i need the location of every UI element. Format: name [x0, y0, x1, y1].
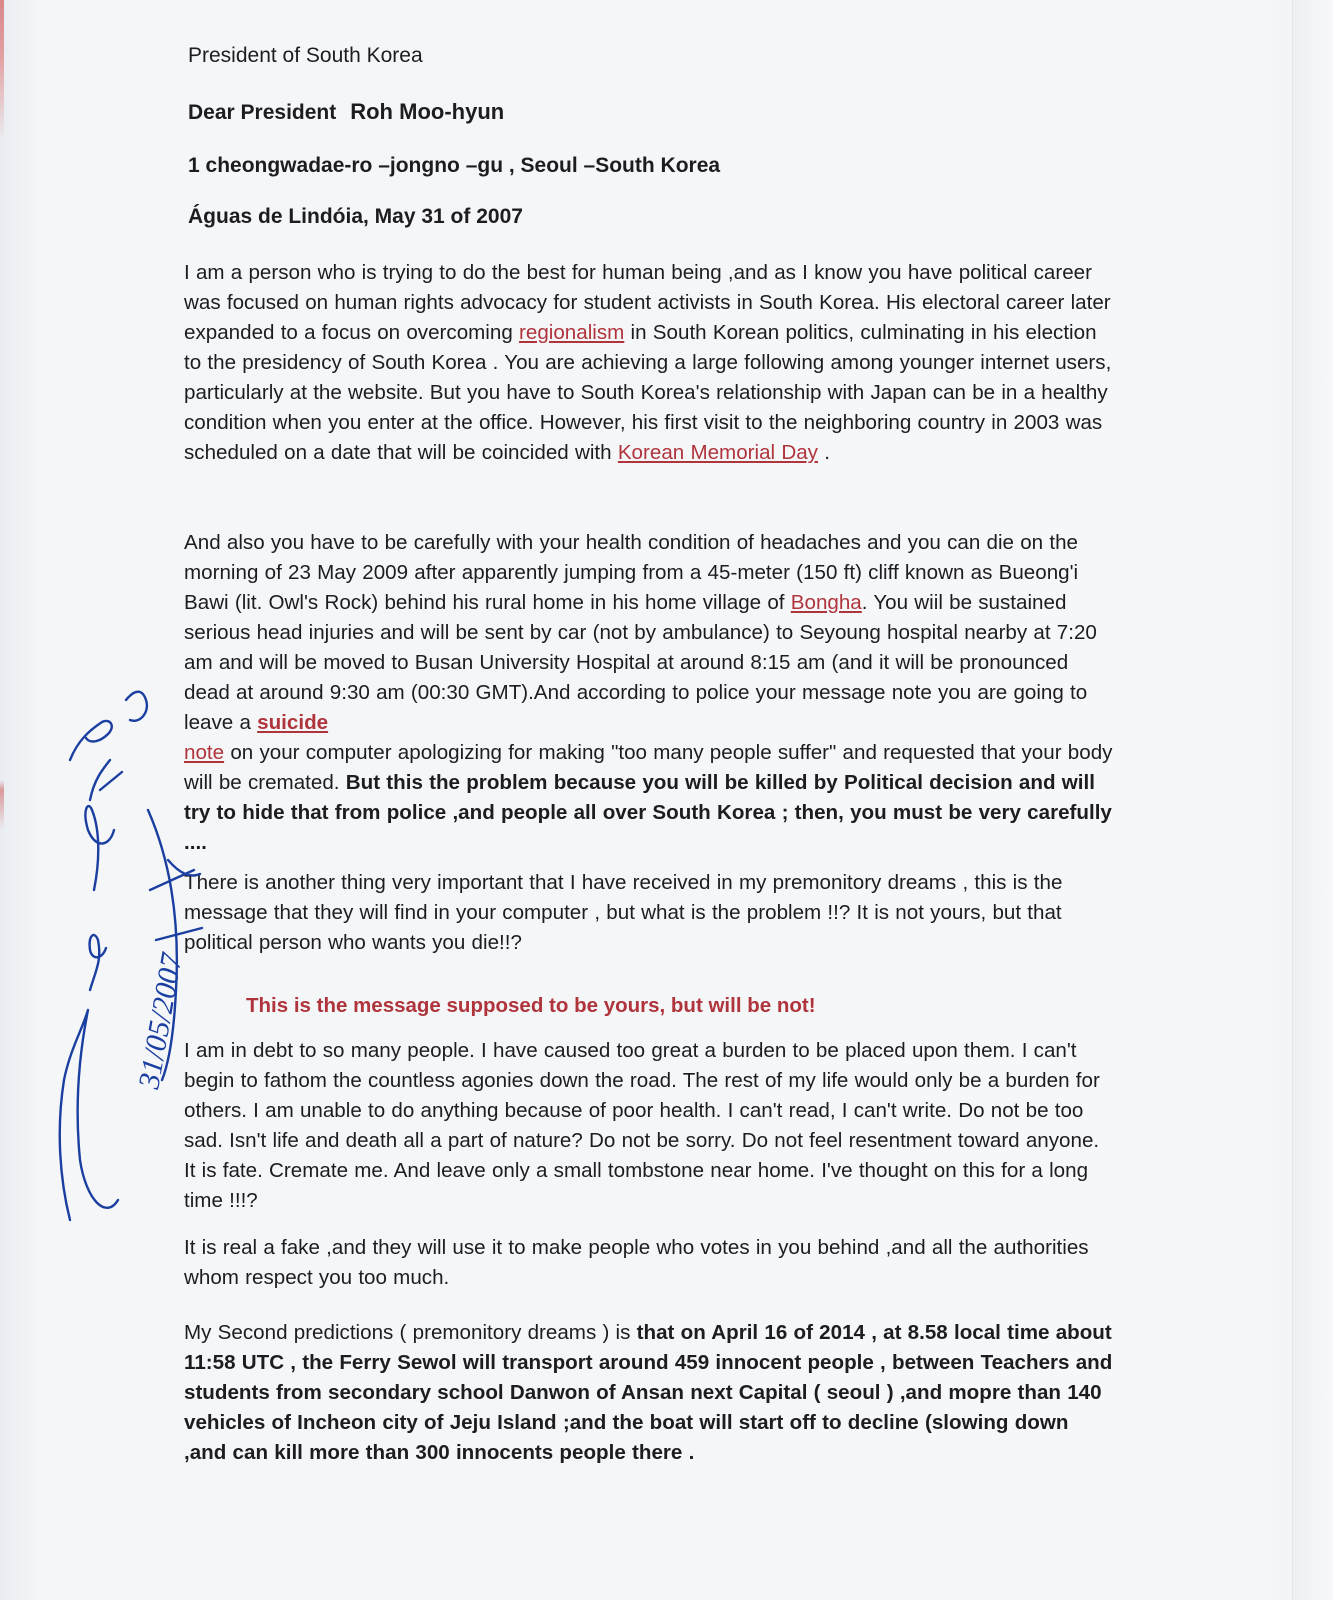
red-heading: This is the message supposed to be yours, but will be not!	[246, 994, 816, 1017]
signature-stroke	[126, 692, 147, 721]
place-date-line: Águas de Lindóia, May 31 of 2007	[188, 205, 523, 228]
recipient-line: President of South Korea	[188, 44, 423, 67]
link-bongha[interactable]: Bongha	[790, 591, 862, 614]
paragraph-6-text-a: My Second predictions ( premonitory dreams ) is	[184, 1321, 637, 1344]
signature-stroke	[70, 721, 112, 760]
link-suicide[interactable]: suicide	[257, 711, 329, 734]
signature-stroke	[90, 760, 122, 800]
signature-stroke	[168, 860, 200, 875]
paragraph-3: There is another thing very important that I have received in my premonitory dreams , this is the message that they will find in your computer , but what is the problem !!? It is not yours, but that political person who wants you die!!?	[184, 871, 1063, 954]
signature-stroke	[60, 1010, 118, 1220]
handwritten-signature-and-date	[30, 660, 220, 1260]
paragraph-6	[184, 1318, 1114, 1468]
link-note[interactable]: note	[184, 741, 225, 764]
paragraph-1-text-a: I am a person who is trying to do the best for human being ,and as I know you have political career was focused on human rights advocacy for student activists in South Korea. His electoral career later expanded to a focus on overcoming	[184, 261, 1111, 344]
address-line: 1 cheongwadae-ro –jongno –gu , Seoul –South Korea	[188, 154, 721, 177]
link-regionalism[interactable]: regionalism	[519, 321, 625, 344]
handwritten-date: 31/05/2007	[132, 950, 189, 1092]
paragraph-2-bold-warning: But this the problem because you will be killed by Political decision and will try to hide that from police ,and people all over South Korea ; then, you must be very carefully ....	[184, 771, 1112, 854]
page-edge-mark	[0, 0, 4, 1600]
salutation-line	[188, 99, 504, 125]
paragraph-1-text-b: in South Korean politics, culminating in his election to the presidency of South Korea . You are achieving a large following among younger internet users, particularly at the website. But you have to South Korea's relationship with Japan can be in a healthy condition when you enter at the office. However, his first visit to the neighboring country in 2003 was scheduled on a date that will be coincided with	[184, 321, 1112, 464]
paragraph-1-text-c: .	[817, 441, 830, 464]
link-korean-memorial-day[interactable]: Korean Memorial Day	[617, 441, 818, 464]
signature-stroke	[85, 806, 114, 890]
paragraph-6-bold-prediction: that on April 16 of 2014 , at 8.58 local time about 11:58 UTC , the Ferry Sewol will transport around 459 innocent people , between Teachers and students from secondary school Danwon of Ansan next Capital ( seoul ) ,and mopre than 140 vehicles of Incheon city of Jeju Island ;and the boat will start off to decline (slowing down ,and can kill more than 300 innocents people there .	[184, 1321, 1113, 1464]
paragraph-2-text-b: . You wiil be sustained serious head injuries and will be sent by car (not by ambulance) to Seyoung hospital nearby at 7:20 am and will be moved to Busan University Hospital at around 8:15 am (and it will be pronounced dead at around 9:30 am (00:30 GMT).And according to police your message note you are going to leave a	[184, 591, 1097, 734]
paragraph-2-text-c: on your computer apologizing for making "too many people suffer" and requested that your body will be cremated.	[184, 741, 1113, 794]
recipient-name: Roh Moo-hyun	[350, 99, 505, 124]
salutation: Dear President	[188, 101, 337, 124]
signature-stroke	[90, 935, 106, 990]
page-right-edge	[1292, 0, 1333, 1600]
paragraph-1	[184, 258, 1114, 468]
paragraph-2-text-a: And also you have to be carefully with your health condition of headaches and you can die on the morning of 23 May 2009 after apparently jumping from a 45-meter (150 ft) cliff known as Bueong'i Bawi (lit. Owl's Rock) behind his rural home in his home village of	[184, 531, 1079, 614]
paragraph-5: It is real a fake ,and they will use it to make people who votes in you behind ,and all the authorities whom respect you too much.	[184, 1236, 1089, 1289]
paragraph-2	[184, 528, 1114, 858]
paragraph-4-quoted-message: I am in debt to so many people. I have caused too great a burden to be placed upon them. I can't begin to fathom the countless agonies down the road. The rest of my life would only be a burden for others. I am unable to do anything because of poor health. I can't read, I can't write. Do not be too sad. Isn't life and death all a part of nature? Do not be sorry. Do not feel resentment toward anyone. It is fate. Cremate me. And leave only a small tombstone near home. I've thought on this for a long time !!!?	[184, 1039, 1100, 1212]
